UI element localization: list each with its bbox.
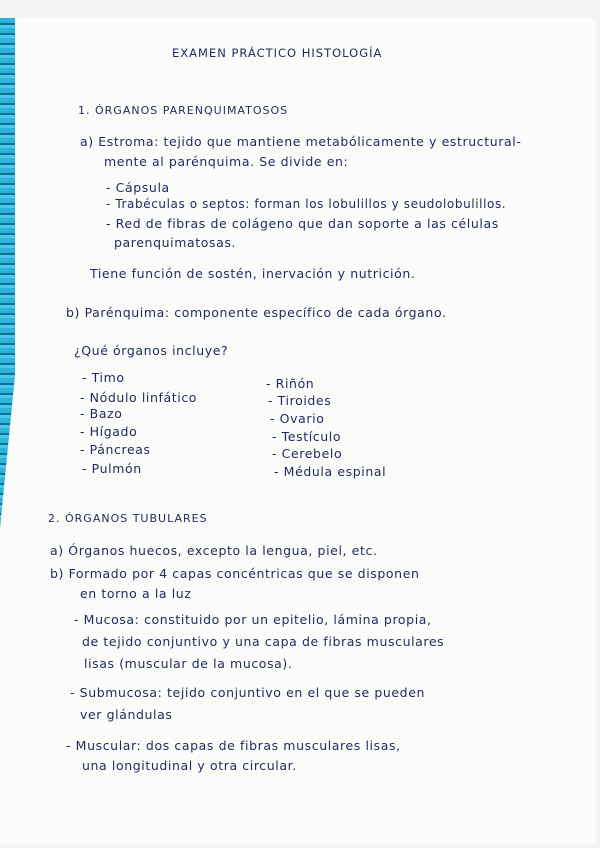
estroma-item: - Trabéculas o septos: forman los lobulillos y seudolobulillos. — [106, 197, 507, 211]
tubular-b-line-2: en torno a la luz — [80, 586, 192, 601]
organ-item: - Médula espinal — [274, 464, 387, 479]
muscular-line: - Muscular: dos capas de fibras musculares lisas, — [66, 738, 401, 753]
section-heading-2: 2. ÓRGANOS TUBULARES — [48, 512, 208, 525]
submucosa-line: - Submucosa: tejido conjuntivo en el que se pueden — [70, 685, 426, 700]
tubular-a-line: a) Órganos huecos, excepto la lengua, piel, etc. — [50, 543, 378, 558]
mucosa-line: de tejido conjuntivo y una capa de fibras musculares — [82, 634, 445, 649]
parenquima-line: b) Parénquima: componente específico de cada órgano. — [66, 305, 447, 320]
muscular-line: una longitudinal y otra circular. — [82, 758, 297, 773]
organ-item: - Ovario — [270, 411, 325, 426]
mucosa-line: - Mucosa: constituido por un epitelio, lámina propia, — [74, 612, 432, 627]
submucosa-line: ver glándulas — [80, 707, 173, 722]
estroma-item: - Red de fibras de colágeno que dan soporte a las células — [106, 216, 499, 231]
section-heading-1: 1. ÓRGANOS PARENQUIMATOSOS — [78, 104, 289, 117]
mucosa-line: lisas (muscular de la mucosa). — [84, 656, 293, 671]
organ-item: - Riñón — [266, 376, 315, 391]
organ-item: - Pulmón — [82, 461, 142, 476]
organ-item: - Bazo — [80, 406, 123, 421]
organ-item: - Timo — [82, 370, 125, 385]
organ-item: - Nódulo linfático — [80, 390, 198, 405]
tubular-b-line-1: b) Formado por 4 capas concéntricas que se disponen — [50, 566, 420, 581]
estroma-line-1: a) Estroma: tejido que mantiene metabólicamente y estructural- — [80, 134, 522, 149]
estroma-line-2: mente al parénquima. Se divide en: — [104, 154, 349, 169]
function-note: Tiene función de sostén, inervación y nutrición. — [90, 266, 416, 281]
organ-item: - Tiroides — [268, 393, 332, 408]
organ-item: - Páncreas — [80, 442, 151, 457]
organ-item: - Cerebelo — [272, 446, 343, 461]
organ-item: - Testículo — [272, 429, 342, 444]
organs-question: ¿Qué órganos incluye? — [74, 343, 229, 358]
estroma-item: - Cápsula — [106, 180, 170, 195]
page-title: EXAMEN PRÁCTICO HISTOLOGÍA — [172, 46, 383, 60]
organ-item: - Hígado — [80, 424, 138, 439]
estroma-item: parenquimatosas. — [114, 235, 237, 250]
